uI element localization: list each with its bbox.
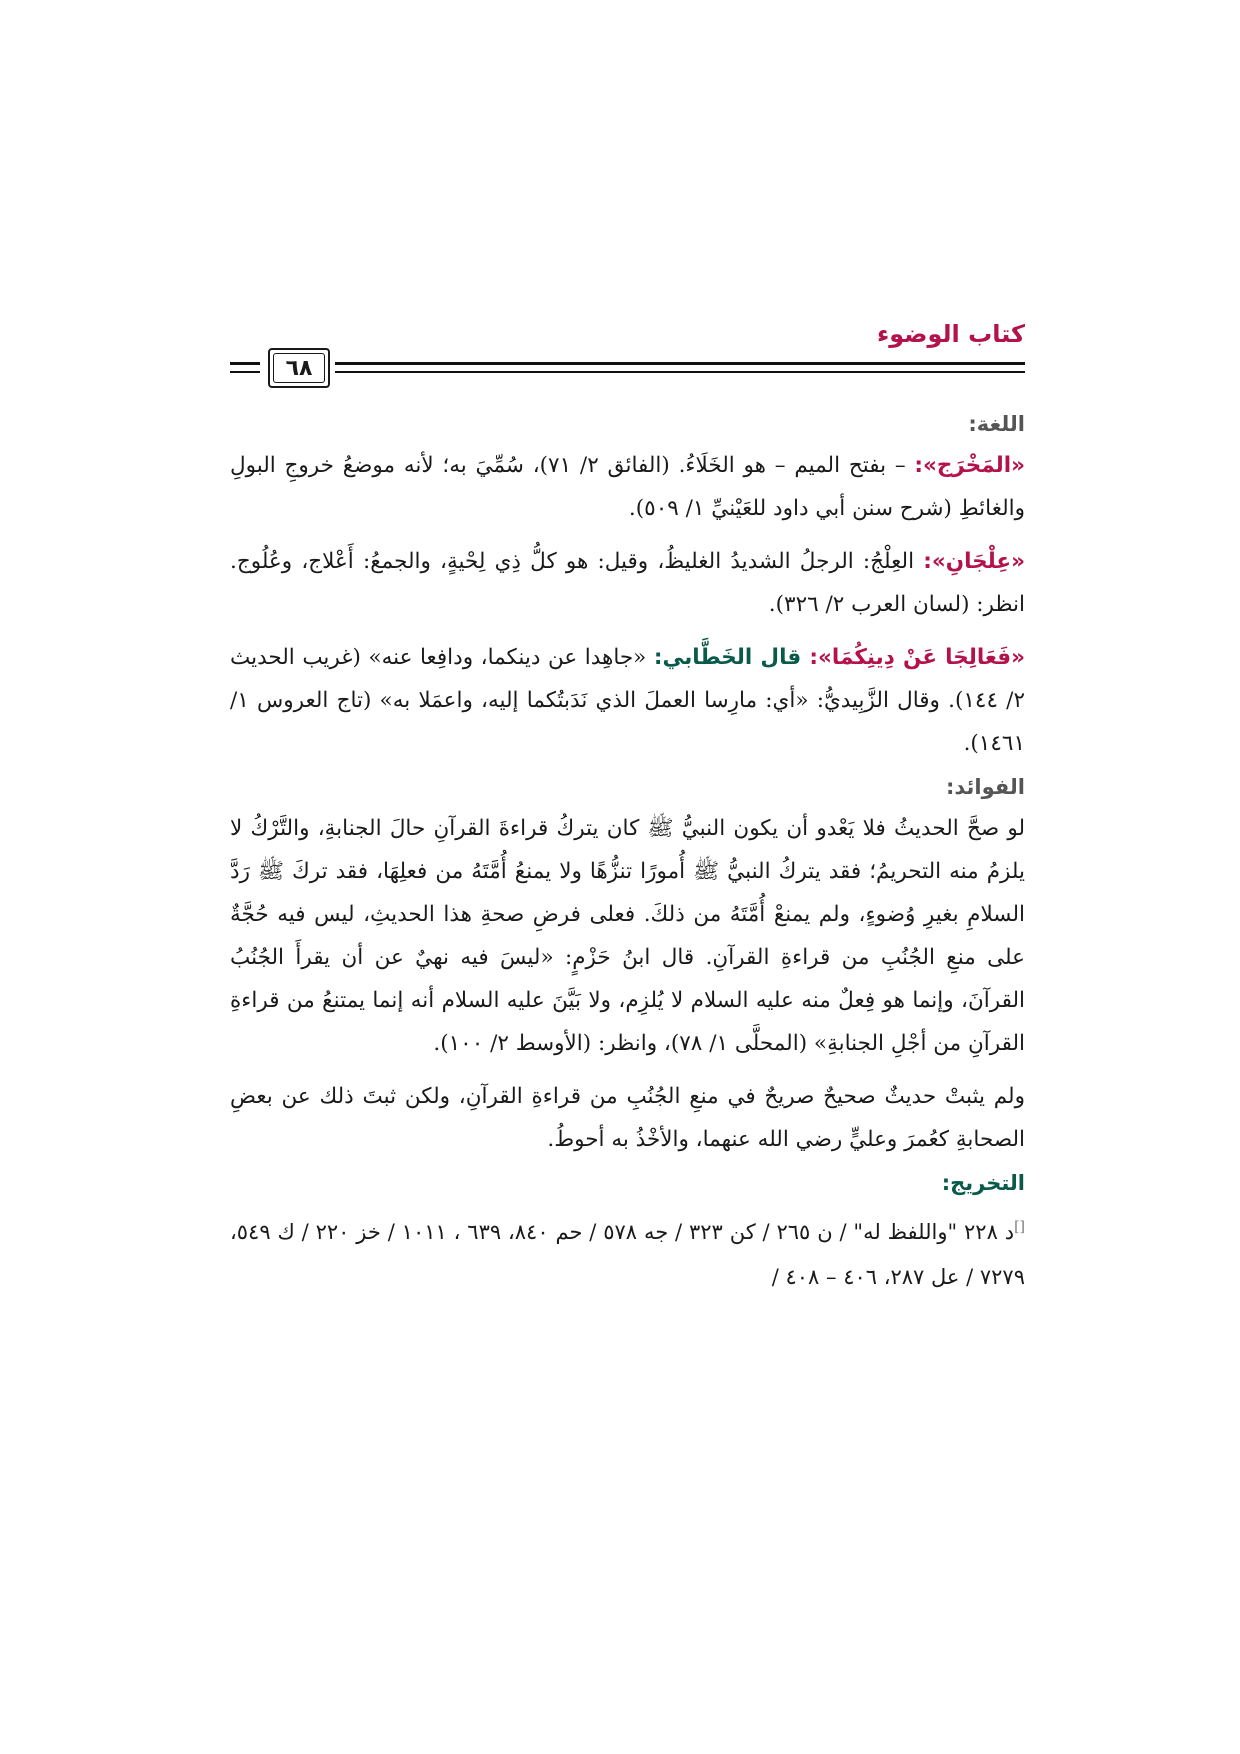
page-number: ٦٨: [285, 355, 313, 381]
section-heading-takhrij: التخريج:: [941, 1171, 1025, 1195]
paragraph-fawaid-1: لو صحَّ الحديثُ فلا يَعْدو أن يكون النبيُّ ﷺ كان يتركُ قراءةَ القرآنِ حالَ الجنابةِ، والتَّرْكُ لا يلزمُ منه التحريمُ؛ فقد يتركُ النبيُّ ﷺ أُمورًا تنزُّهًا ولا يمنعُ أُمَّتَهُ من فعلِهَا، فقد تركَ ﷺ رَدَّ السلامِ بغيرِ وُضوءٍ، ولم يمنعْ أُمَّتَهُ من ذلكَ. فعلى فرضِ صحةِ هذا الحديثِ، ليس فيه حُجَّةٌ على منعِ الجُنُبِ من قراءةِ القرآنِ. قال ابنُ حَزْمٍ: «ليسَ فيه نهيٌ عن أن يقرأَ الجُنُبُ القرآنَ، وإنما هو فِعلٌ منه عليه السلام لا يُلزِم، ولا بَيَّنَ عليه السلام أنه إنما يمتنعُ من قراءةِ القرآنِ من أجْلِ الجنابةِ» (المحلَّى ١/ ٧٨)، وانظر: (الأوسط ٢/ ١٠٠).: [230, 816, 1025, 1056]
khattabi-attribution: قال الخَطَّابي:: [653, 645, 810, 670]
header-rule-left-stub-bottom: [230, 371, 260, 373]
paragraph-text: – بفتح الميم – هو الخَلَاءُ. (الفائق ٢/ ٧١)، سُمِّيَ به؛ لأنه موضعُ خروجِ البولِ والغائطِ (شرح سنن أبي داود للعَيْنيِّ ١/ ٥٠٩).: [230, 453, 1025, 521]
paragraph-text: العِلْجُ: الرجلُ الشديدُ الغليظُ، وقيل: هو كلُّ ذِي لِحْيةٍ، والجمعُ: أَعْلاج، وعُلُوج. انظر: (لسان العرب ٢/ ٣٢٦).: [230, 549, 1025, 617]
term-iljan: «عِلْجَانِ»:: [923, 549, 1025, 574]
page-header: [230, 320, 1025, 390]
book-title: كتاب الوضوء: [876, 320, 1025, 348]
header-rule-top: [335, 362, 1025, 365]
references-text: د ٢٢٨ "واللفظ له" / ن ٢٦٥ / كن ٣٢٣ / جه ٥٧٨ / حم ٨٤٠، ٦٣٩ ، ١٠١١ / خز ٢٢٠ / ك ٥٤٩، ٧٢٧٩ / عل ٢٨٧، ٤٠٦ – ٤٠٨ /: [230, 1220, 1025, 1289]
term-makhraj: «المَخْرَج»:: [914, 453, 1026, 478]
paragraph-text: «جاهِدا عن دينكما، ودافِعا عنه» (غريب الحديث ٢/ ١٤٤). وقال الزَّبِيديُّ: «أي: مارِسا العملَ الذي نَدَبتُكما إليه، واعمَلا به» (تاج العروس ١/ ١٤٦١).: [230, 645, 1025, 756]
page-content: [230, 412, 1025, 1300]
takhrij-references: [230, 1205, 1025, 1300]
paragraph-makhraj: [230, 444, 1025, 530]
reference-marker: []: [1014, 1219, 1026, 1235]
paragraph-fawaid-2: ولم يثبتْ حديثٌ صحيحٌ صريحٌ في منعِ الجُنُبِ من قراءةِ القرآنِ، ولكن ثبتَ ذلك عن بعضِ الصحابةِ كعُمرَ وعليٍّ رضي الله عنهما، والأخْذُ به أحوطُ.: [230, 1084, 1025, 1152]
section-heading-lugha: اللغة:: [968, 412, 1025, 436]
section-heading-fawaid: الفوائد:: [946, 775, 1025, 799]
paragraph-iljan: [230, 540, 1025, 626]
page-number-badge: [268, 348, 330, 388]
header-rule-bottom: [335, 371, 1025, 373]
paragraph-faalija: [230, 636, 1025, 765]
term-faalija: «فَعَالِجَا عَنْ دِينِكُمَا»:: [809, 645, 1026, 670]
header-rule-left-stub-top: [230, 362, 260, 365]
